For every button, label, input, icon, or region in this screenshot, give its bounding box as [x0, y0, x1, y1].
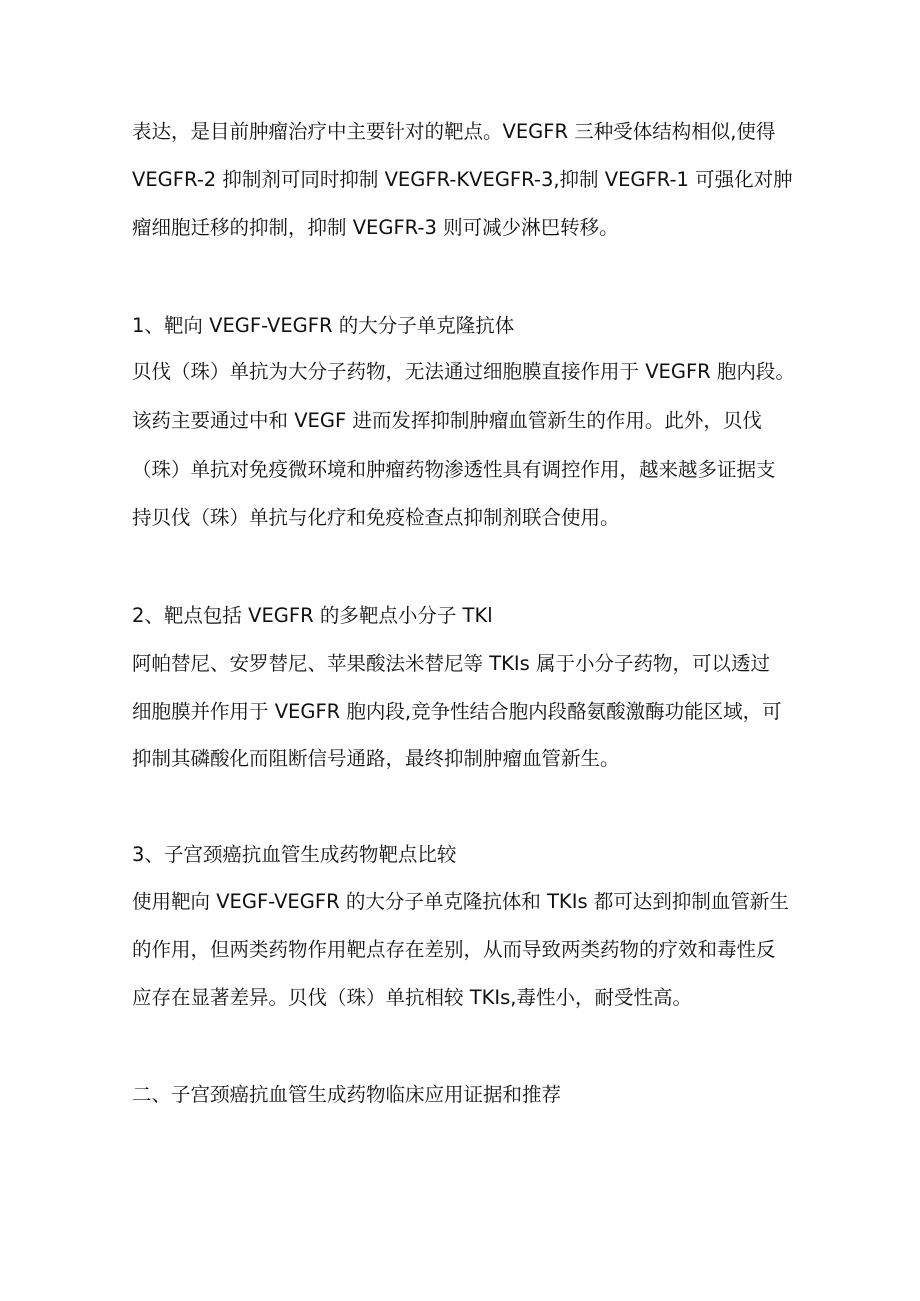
section-3-heading: 3、子宫颈癌抗血管生成药物靶点比较: [132, 843, 457, 866]
section-3-line-1: 使用靶向 VEGF-VEGFR 的大分子单克隆抗体和 TKIs 都可达到抑制血管新生: [132, 890, 789, 913]
paragraph-1-line-2: VEGFR-2 抑制剂可同时抑制 VEGFR-KVEGFR-3,抑制 VEGFR-1 可强化对肿: [132, 168, 793, 191]
section-3-line-2: 的作用，但两类药物作用靶点存在差别，从而导致两类药物的疗效和毒性反: [132, 938, 776, 961]
section-1-line-2: 该药主要通过中和 VEGF 进而发挥抑制肿瘤血管新生的作用。此外，贝伐: [132, 409, 762, 432]
paragraph-1-line-3: 瘤细胞迁移的抑制，抑制 VEGFR-3 则可减少淋巴转移。: [132, 216, 619, 239]
section-2-heading: 2、靶点包括 VEGFR 的多靶点小分子 TKl: [132, 604, 493, 627]
paragraph-1-line-1: 表达，是目前肿瘤治疗中主要针对的靶点。VEGFR 三种受体结构相似,使得: [132, 120, 776, 143]
section-1-line-4: 持贝伐（珠）单抗与化疗和免疫检查点抑制剂联合使用。: [132, 506, 620, 529]
chapter-2-heading: 二、子宫颈癌抗血管生成药物临床应用证据和推荐: [132, 1083, 562, 1106]
section-2-line-3: 抑制其磷酸化而阻断信号通路，最终抑制肿瘤血管新生。: [132, 747, 620, 770]
section-2-line-2: 细胞膜并作用于 VEGFR 胞内段,竞争性结合胞内段酪氨酸激酶功能区域，可: [132, 700, 782, 723]
section-1-heading: 1、靶向 VEGF-VEGFR 的大分子单克隆抗体: [132, 314, 515, 337]
section-2-line-1: 阿帕替尼、安罗替尼、苹果酸法米替尼等 TKIs 属于小分子药物，可以透过: [132, 652, 771, 675]
section-3-line-3: 应存在显著差异。贝伐（珠）单抗相较 TKIs,毒性小，耐受性高。: [132, 986, 693, 1009]
section-1-line-1: 贝伐（珠）单抗为大分子药物，无法通过细胞膜直接作用于 VEGFR 胞内段。: [132, 360, 795, 383]
section-1-line-3: （珠）单抗对免疫微环境和肿瘤药物渗透性具有调控作用，越来越多证据支: [132, 458, 776, 481]
